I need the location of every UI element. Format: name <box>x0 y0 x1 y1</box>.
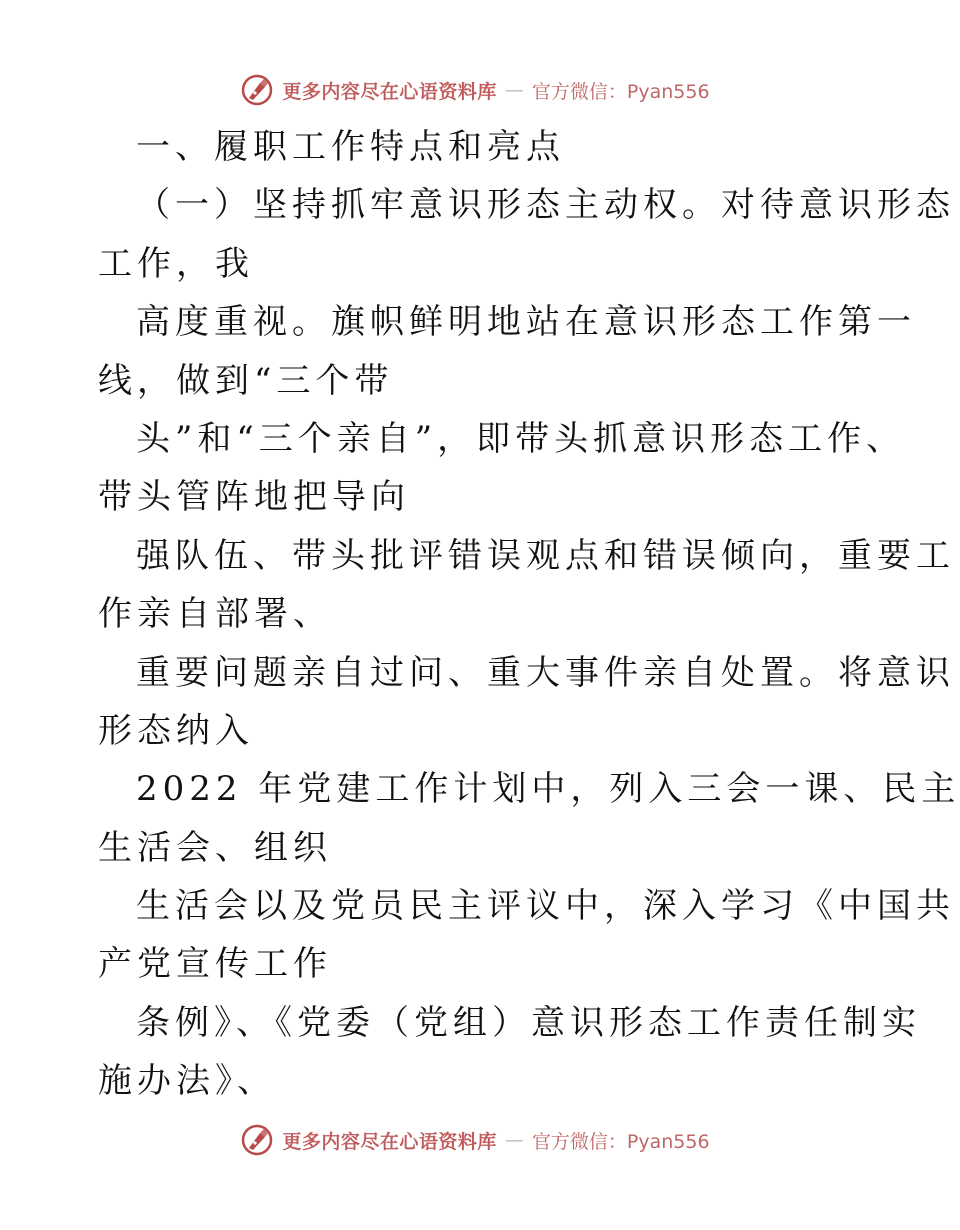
paragraph-line: 施办法》、 <box>98 1061 276 1102</box>
pen-nib-logo-icon <box>240 73 274 107</box>
watermark-brand-text: 更多内容尽在心语资料库 <box>282 80 497 103</box>
paragraph-line: 条例》、《党委（党组）意识形态工作责任制实 <box>136 1002 921 1043</box>
watermark-separator: — <box>504 79 524 101</box>
pen-nib-logo-icon <box>240 1123 274 1157</box>
paragraph-line: 作亲自部署、 <box>98 594 332 635</box>
paragraph-line: 工作，我 <box>98 243 254 284</box>
watermark-separator: — <box>504 1129 524 1151</box>
paragraph-line: 头”和“三个亲自”，即带头抓意识形态工作、 <box>136 418 906 459</box>
paragraph-line: 线，做到“三个带 <box>98 360 394 401</box>
paragraph-line: 生活会以及党员民主评议中，深入学习《中国共 <box>136 886 955 927</box>
paragraph-line: 重要问题亲自过问、重大事件亲自处置。将意识 <box>136 652 955 693</box>
paragraph-line: 强队伍、带头批评错误观点和错误倾向，重要工 <box>136 535 955 576</box>
watermark-wechat-text: 官方微信：Pyan556 <box>531 80 710 103</box>
paragraph-line: 产党宣传工作 <box>98 944 332 985</box>
watermark-brand-text: 更多内容尽在心语资料库 <box>282 1130 497 1153</box>
section-heading: 一、履职工作特点和亮点 <box>136 127 565 167</box>
paragraph-line: 生活会、组织 <box>98 827 332 868</box>
paragraph-line: 高度重视。旗帜鲜明地站在意识形态工作第一 <box>136 302 916 343</box>
footer-watermark <box>0 1120 950 1160</box>
paragraph-line: 形态纳入 <box>98 710 254 751</box>
paragraph-line: 2022 年党建工作计划中，列入三会一课、民主 <box>136 769 960 810</box>
paragraph-line: 带头管阵地把导向 <box>98 477 410 518</box>
paragraph-line: （一）坚持抓牢意识形态主动权。对待意识形态 <box>136 185 955 226</box>
header-watermark <box>0 70 950 110</box>
watermark-wechat-text: 官方微信：Pyan556 <box>531 1130 710 1153</box>
document-body <box>98 118 960 1111</box>
